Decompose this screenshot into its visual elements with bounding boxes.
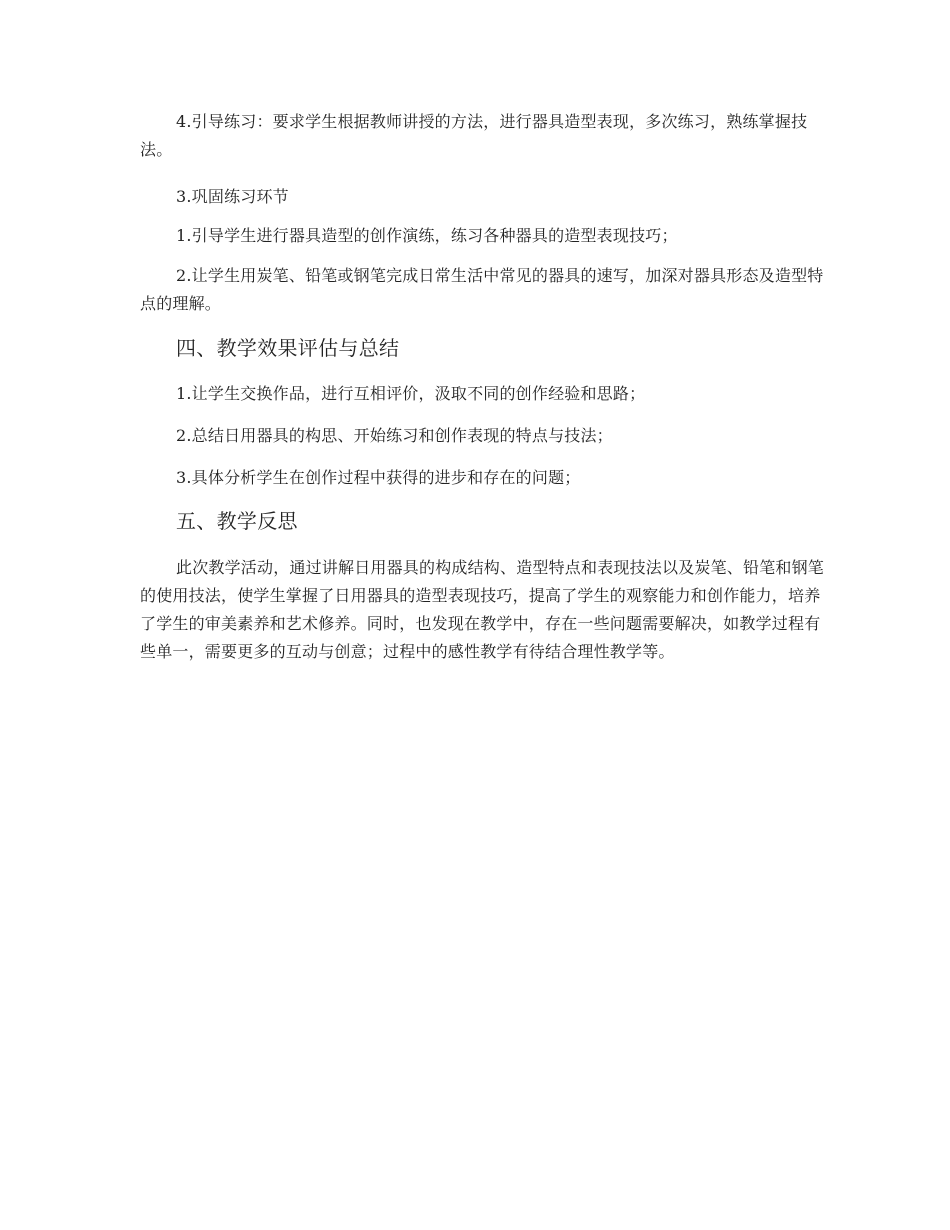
section-heading-reflection: 五、教学反思 [176, 509, 298, 533]
paragraph-consolidation-item-1: 1.引导学生进行器具造型的创作演练，练习各种器具的造型表现技巧； [176, 226, 678, 245]
evaluation-item-1: 1.让学生交换作品，进行互相评价，汲取不同的创作经验和思路； [176, 384, 646, 403]
paragraph-consolidation-title: 3.巩固练习环节 [176, 187, 289, 206]
evaluation-item-3: 3.具体分析学生在创作过程中获得的进步和存在的问题； [176, 468, 581, 487]
paragraph-consolidation-item-2: 2.让学生用炭笔、铅笔或钢笔完成日常生活中常见的器具的速写，加深对器具形态及造型特点的理解。 [140, 266, 824, 313]
section-heading-evaluation: 四、教学效果评估与总结 [176, 336, 400, 360]
paragraph-guided-practice: 4.引导练习：要求学生根据教师讲授的方法，进行器具造型表现，多次练习，熟练掌握技法。 [140, 112, 808, 159]
evaluation-item-2: 2.总结日用器具的构思、开始练习和创作表现的特点与技法； [176, 426, 613, 445]
reflection-body: 此次教学活动，通过讲解日用器具的构成结构、造型特点和表现技法以及炭笔、铅笔和钢笔的使用技法，使学生掌握了日用器具的造型表现技巧，提高了学生的观察能力和创作能力，培养了学生的审美素养和艺术修养。同时，也发现在教学中，存在一些问题需要解决，如教学过程有些单一，需要更多的互动与创意；过程中的感性教学有待结合理性教学等。 [140, 558, 825, 661]
